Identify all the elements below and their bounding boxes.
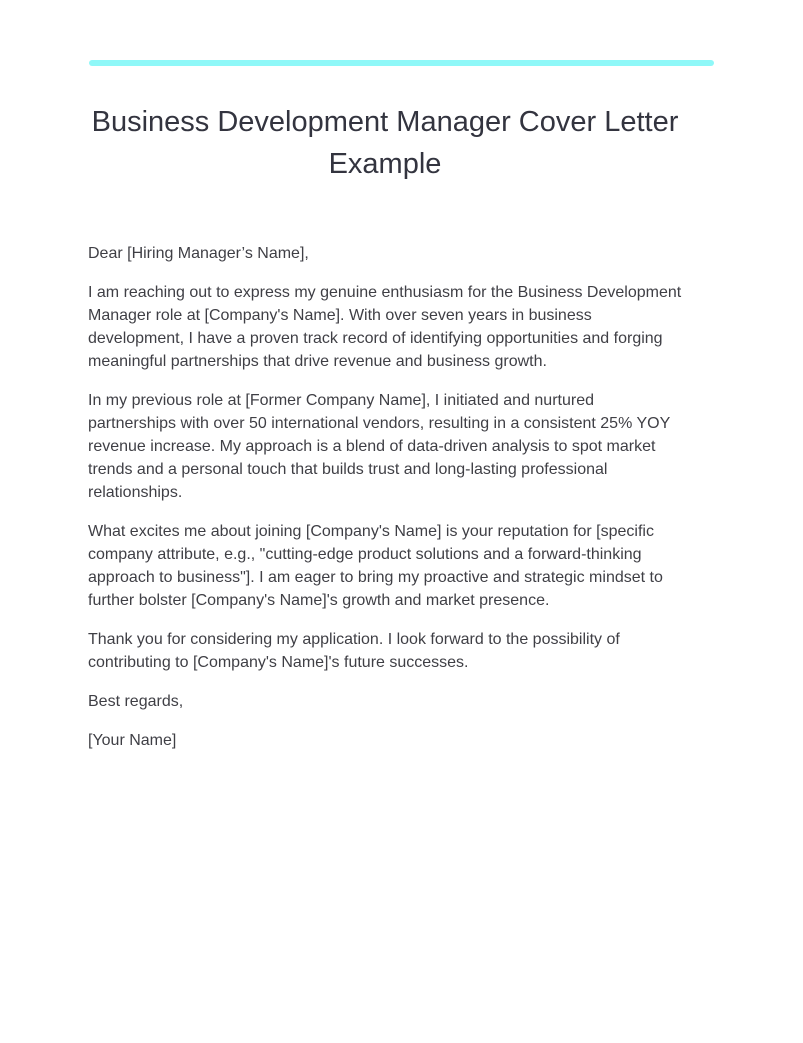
line: company attribute, e.g., "cutting-edge product solutions and a forward-thinking [88, 546, 642, 563]
signature [88, 729, 728, 752]
line: meaningful partnerships that drive revenue and business growth. [88, 353, 547, 370]
line: further bolster [Company's Name]'s growth and market presence. [88, 592, 550, 609]
line: In my previous role at [Former Company Name], I initiated and nurtured [88, 392, 594, 409]
line: revenue increase. My approach is a blend of data-driven analysis to spot market [88, 438, 656, 455]
title-line: Business Development Manager Cover Letter [91, 106, 679, 138]
line: Manager role at [Company's Name]. With over seven years in business [88, 307, 592, 324]
paragraph-intro [88, 281, 728, 373]
salutation [88, 242, 728, 265]
line: What excites me about joining [Company's Name] is your reputation for [specific [88, 523, 654, 540]
closing [88, 690, 728, 713]
line: I am reaching out to express my genuine enthusiasm for the Business Development [88, 284, 682, 301]
line: approach to business"]. I am eager to bring my proactive and strategic mindset to [88, 569, 663, 586]
signature-text: [Your Name] [88, 732, 177, 749]
document-title [60, 101, 710, 185]
line: partnerships with over 50 international vendors, resulting in a consistent 25% YOY [88, 415, 671, 432]
line: relationships. [88, 484, 183, 501]
closing-text: Best regards, [88, 693, 184, 710]
salutation-text: Dear [Hiring Manager’s Name], [88, 245, 309, 262]
letter-body [88, 242, 728, 768]
line: trends and a personal touch that builds trust and long-lasting professional [88, 461, 608, 478]
line: contributing to [Company's Name]'s future successes. [88, 654, 469, 671]
paragraph-thanks [88, 628, 728, 674]
paragraph-motivation [88, 520, 728, 612]
accent-bar [89, 60, 714, 66]
line: Thank you for considering my application. I look forward to the possibility of [88, 631, 620, 648]
paragraph-experience [88, 389, 728, 504]
line: development, I have a proven track record of identifying opportunities and forging [88, 330, 663, 347]
title-line: Example [328, 148, 442, 180]
